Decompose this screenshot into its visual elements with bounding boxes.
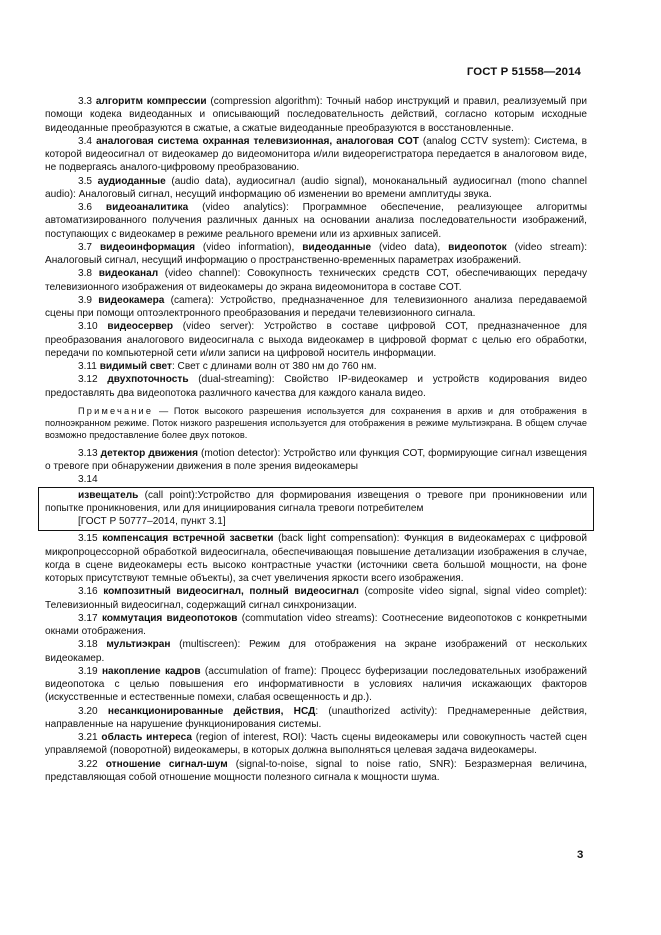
term: детектор движения <box>100 447 198 459</box>
term: алгоритм компрессии <box>95 96 207 107</box>
boxed-definition <box>38 487 594 532</box>
term: аналоговая система охранная телевизионная, аналоговая СОТ <box>96 135 419 147</box>
entry-3-19: 3.19 накопление кадров (accumulation of frame): Процесс буферизации последовательных изображений видеопотока с целью повышения его информативности в условиях наличия искажающих факторов (искусственные и естественные помехи, слабая освещенность и др.). <box>45 665 587 704</box>
term: область интереса <box>101 732 192 743</box>
entry-3-9: 3.9 видеокамера (camera): Устройство, предназначенное для телевизионного анализа передаваемой сцены при помощи оптоэлектронного преобразования и передачи телевизионного сигнала. <box>45 294 588 319</box>
term: видеоканал <box>98 268 159 280</box>
term: видеоданные <box>302 241 372 253</box>
term: несанкционированные действия, НСД <box>107 705 316 717</box>
entry-3-20: 3.20 несанкционированные действия, НСД: (unauthorized activity): Преднамеренные действия, направленные на нарушение функционирования системы. <box>45 705 588 730</box>
entry-3-17: 3.17 коммутация видеопотоков (commutation video streams): Соотнесение видеопотоков с конкретными окнами отображения. <box>45 612 587 637</box>
term: видеоаналитика <box>105 202 189 213</box>
entry-3-14: извещатель (call point):Устройство для формирования извещения о тревоге при проникновении или попытке проникновения, или для инициирования сигнала тревоги потребителем <box>45 489 587 514</box>
term: мультиэкран <box>106 639 171 651</box>
term: извещатель <box>78 489 139 501</box>
standard-header: ГОСТ Р 51558—2014 <box>466 66 581 78</box>
note: Примечание — Поток высокого разрешения используется для сохранения в архив и для отображения в полноэкранном режиме. Поток низкого разрешения используется для отображения в режиме мультиэкрана. В общем случае возможно предоставление более двух потоков. <box>45 405 587 440</box>
definitions-body <box>45 95 587 784</box>
term: двухпоточность <box>107 374 189 386</box>
term: видимый свет <box>99 361 172 372</box>
entry-3-18: 3.18 мультиэкран (multiscreen): Режим для отображения на экране изображений от нескольких видеокамер. <box>45 639 587 664</box>
term: отношение сигнал-шум <box>105 758 228 770</box>
term: накопление кадров <box>101 665 201 677</box>
note-label: Примечание <box>78 405 154 416</box>
term: аудиоданные <box>97 175 166 187</box>
entry-3-22: 3.22 отношение сигнал-шум (signal-to-noise, signal to noise ratio, SNR): Безразмерная величина, представляющая собой отношение мощности полезного сигнала к мощности шума. <box>45 758 588 783</box>
term: видеопоток <box>448 241 507 253</box>
entry-3-3: 3.3 алгоритм компрессии (compression algorithm): Точный набор инструкций и правил, реализуемый при помощи кодека видеоданных и описывающий последовательность действий, согласно которым исходные видеоданные преобразуются в сжатые, а сжатые видеоданные преобразуются в восстановленные. <box>45 96 587 134</box>
entry-3-11: 3.11 видимый свет: Свет с длинами волн от 380 нм до 760 нм. <box>78 361 377 372</box>
entry-3-5: 3.5 аудиоданные (audio data), аудиосигнал (audio signal), монoканальный аудиосигнал (mono channel audio): Аналоговый сигнал, несущий информацию об изменении во времени амплитуды звука. <box>45 175 587 200</box>
term: видеоинформация <box>99 241 195 253</box>
entry-3-14-number: 3.14 <box>78 474 98 486</box>
entry-3-13: 3.13 детектор движения (motion detector): Устройство или функция СОТ, формирующие сигнал извещения о тревоге при обнаружении движения в поле зрения видеокамеры <box>45 447 587 472</box>
entry-3-6: 3.6 видеоаналитика (video analytics): Программное обеспечение, реализующее алгоритмы автоматизированного получения различных данных на основании анализа последовательности изображений, поступающих с видеокамер в режиме реального времени или из архивных записей. <box>45 202 587 240</box>
entry-3-21: 3.21 область интереса (region of interest, ROI): Часть сцены видеокамеры или совокупность частей сцен управляемой (поворотной) видеокамеры, в которых должна выполняться целевая задача видеокамеры. <box>45 732 587 757</box>
page-number: 3 <box>577 849 584 861</box>
reference: [ГОСТ Р 50777–2014, пункт 3.1] <box>78 516 226 527</box>
term: коммутация видеопотоков <box>101 612 238 624</box>
term: видеокамера <box>98 294 165 306</box>
entry-3-15: 3.15 компенсация встречной засветки (back light compensation): Функция в видеокамерах с цифровой микропроцессорной обработкой видеосигнала, обеспечивающая повышение детализации изображения в случае, когда в сцене видеокамеры есть высоко контрастные участки (источники света большой мощности, на фоне которых присутствуют темные объекты), за счет увеличения яркости всего изображения. <box>45 533 587 584</box>
entry-3-4: 3.4 аналоговая система охранная телевизионная, аналоговая СОТ (analog CCTV system): Система, в которой видеосигнал от видеокамер до видеомонитора и/или видеорегистратора передается в аналоговом виде, не подвергаясь аналого-цифровому преобразованию. <box>45 135 588 174</box>
term: видеосервер <box>107 321 174 333</box>
entry-3-8: 3.8 видеоканал (video channel): Совокупность технических средств СОТ, обеспечивающих передачу телевизионного изображения от видеокамеры до экрана видеомонитора в составе СОТ. <box>45 268 587 293</box>
entry-3-12: 3.12 двухпоточность (dual-streaming): Свойство IP-видеокамер и устройств кодирования видео предоставлять два видеопотока различного качества для каждого канала видео. <box>45 374 587 399</box>
term: композитный видеосигнал, полный видеосигнал <box>103 586 359 598</box>
entry-3-16: 3.16 композитный видеосигнал, полный видеосигнал (composite video signal, signal video complet): Телевизионный видеосигнал, содержащий сигнал синхронизации. <box>45 586 588 611</box>
term: компенсация встречной засветки <box>102 533 274 545</box>
entry-3-10: 3.10 видеосервер (video server): Устройство в составе цифровой СОТ, предназначенное для преобразования аналогового видеосигнала с выхода видеокамер в цифровой формат с целью его обработки, передачи по компьютерной сети и/или записи на цифровой носитель информации. <box>45 321 587 359</box>
entry-3-7: 3.7 видеоинформация (video information), видеоданные (video data), видеопоток (video stream): Аналоговый сигнал, несущий информацию о пространственно-временных параметрах изображений. <box>45 241 587 266</box>
